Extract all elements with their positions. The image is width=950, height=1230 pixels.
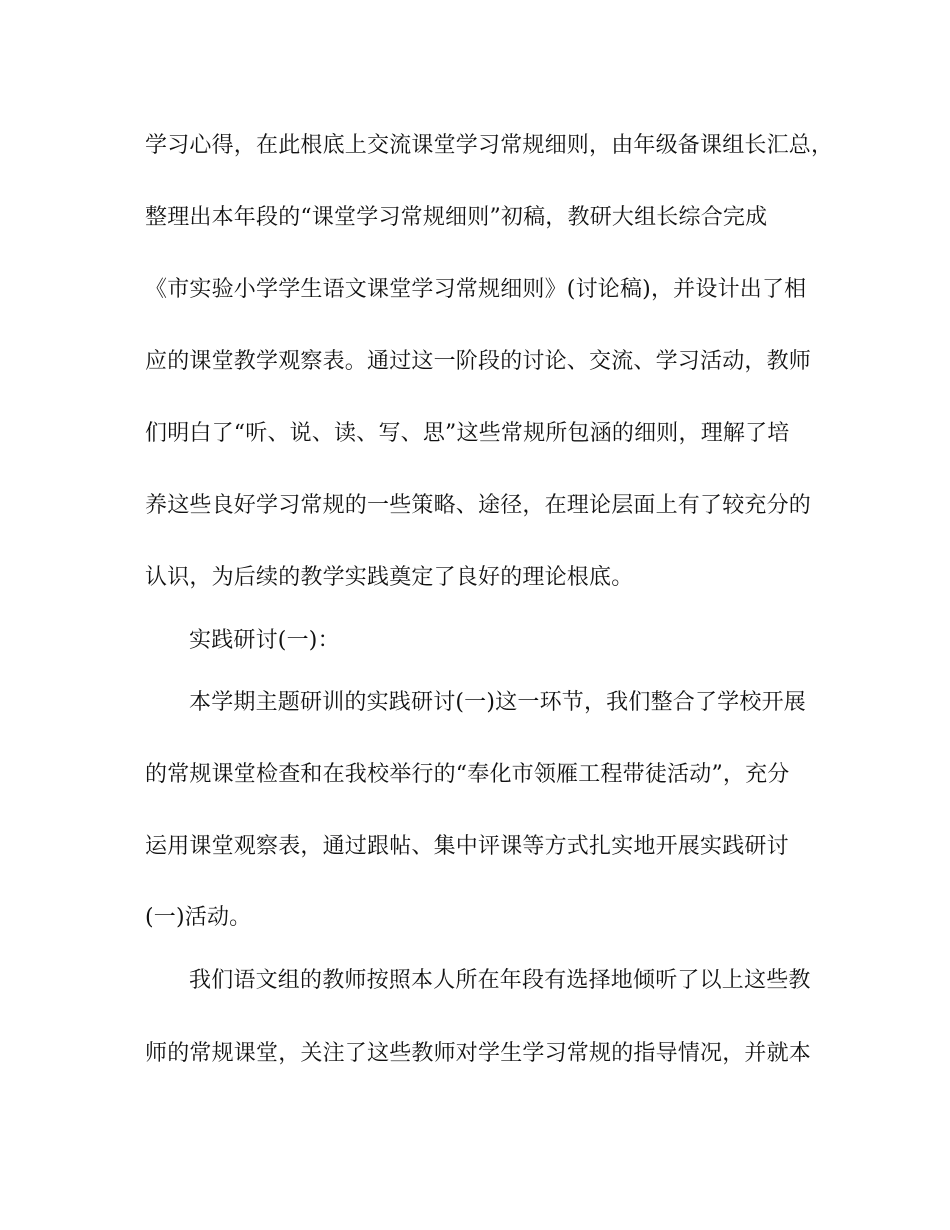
paragraph-line: 我们语文组的教师按照本人所在年段有选择地倾听了以上这些教 [189, 968, 811, 993]
paragraph-line: 认识，为后续的教学实践奠定了良好的理论根底。 [145, 565, 634, 590]
paragraph-line: 的常规课堂检查和在我校举行的“奉化市领雁工程带徒活动”，充分 [145, 762, 790, 787]
paragraph-line: 运用课堂观察表，通过跟帖、集中评课等方式扎实地开展实践研讨 [145, 834, 789, 859]
paragraph-line: (一)活动。 [145, 905, 252, 930]
paragraph-line: 应的课堂教学观察表。通过这一阶段的讨论、交流、学习活动，教师 [145, 349, 812, 374]
section-heading: 实践研讨(一)： [189, 628, 340, 653]
paragraph-line: 养这些良好学习常规的一些策略、途径，在理论层面上有了较充分的 [145, 493, 812, 518]
paragraph-line: 们明白了“听、说、读、写、思”这些常规所包涵的细则，理解了培 [145, 421, 790, 446]
paragraph-line: 学习心得，在此根底上交流课堂学习常规细则，由年级备课组长汇总， [145, 133, 834, 158]
paragraph-line: 整理出本年段的“课堂学习常规细则”初稿，教研大组长综合完成 [145, 205, 768, 230]
paragraph-line: 《市实验小学学生语文课堂学习常规细则》(讨论稿)，并设计出了相 [145, 277, 807, 302]
paragraph-line: 本学期主题研训的实践研讨(一)这一环节，我们整合了学校开展 [189, 690, 806, 715]
paragraph-line: 师的常规课堂，关注了这些教师对学生学习常规的指导情况，并就本 [145, 1041, 812, 1066]
